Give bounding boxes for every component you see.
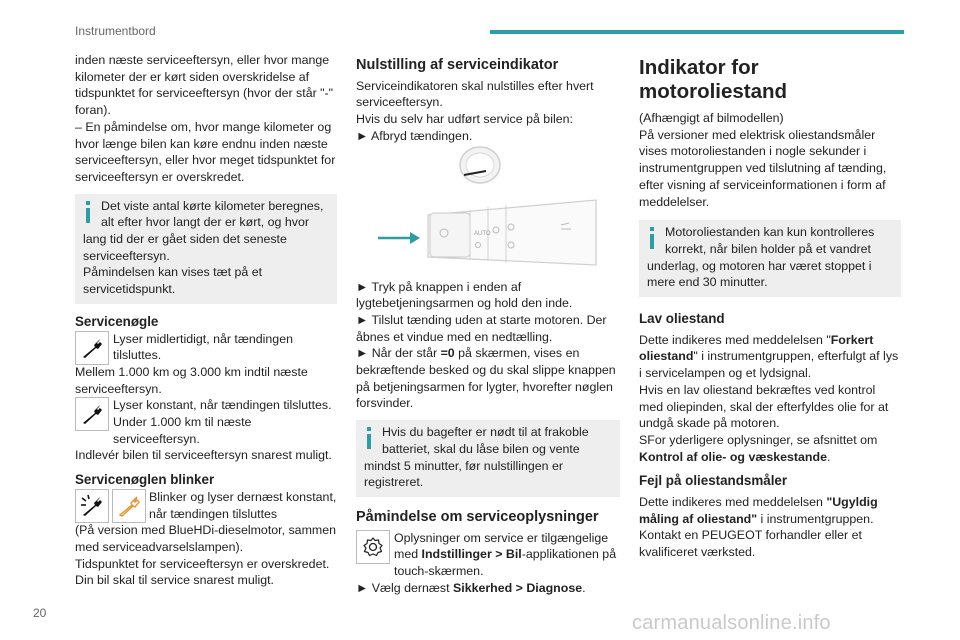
info-note [75,194,337,304]
watermark: carmanualsonline.info [632,612,831,634]
note-line2: korrekt, når bilen holder på et vandret [665,241,871,256]
note-rest: mindst 5 minutter, før nulstillingen er registreret. [364,458,564,490]
reminder-row [356,530,620,580]
col1-intro2: – En påmindelse om, hvor mange kilometer og hvor længe bilen kan køre endnu inden næste serviceeftersyn, eller hvor meget tidspunktet for serviceeftersyn er overskredet. [75,119,336,184]
reminder-heading: Påmindelse om serviceoplysninger [356,508,599,525]
service-key-blink-row [75,489,337,522]
info-icon [365,427,373,449]
note-line1: Det viste antal kørte kilometer beregnes, [101,198,324,213]
service-key-heading: Servicenøgle [75,313,159,329]
service-key-row-1 [75,331,337,364]
wrench-orange-icon [112,489,146,523]
note-line1: Hvis du bagefter er nødt til at frakoble [382,425,589,440]
service-key-blink-follow-2: Tidspunktet for serviceeftersyn er overskredet. Din bil skal til service snarest muligt. [75,556,330,588]
wrench-icon [75,397,109,431]
reminder-text: Oplysninger om service er tilgængelige med Indstillinger > Bil-applikationen på touch-skærmen. [394,530,617,579]
settings-gear-icon [356,530,390,564]
low-oil-heading: Lav oliestand [639,311,725,327]
note-rest: underlag, og motoren har været stoppet i mere end 30 minutter. [647,258,872,290]
reset-p1: Serviceindikatoren skal nulstilles efter hvert serviceeftersyn. [356,78,594,110]
gauge-fault-heading: Fejl på oliestandsmåler [639,473,788,489]
info-note [639,220,901,297]
reminder-step: ► Vælg dernæst Sikkerhed > Diagnose. [356,580,586,595]
note-line2: alt efter hvor langt der er kørt, og hvor [101,215,309,230]
column-2 [356,57,620,596]
low-oil-p2: Hvis en lav oliestand bekræftes ved kontrol med oliepinden, skal der efterfyldes olie for at undgå skade på motoren. [639,382,889,431]
oil-level-heading: Indikator for motoroliestand [639,56,788,103]
service-key-1-text: Lyser midlertidigt, når tændingen tilsluttes. [113,331,293,363]
header-accent-bar [490,30,904,34]
step-1: ► Tryk på knappen i enden af lygtebetjeningsarmen og hold den inde. [356,279,573,311]
info-note [356,420,620,497]
step-3: ► Når der står =0 på skærmen, vises en bekræftende besked og du skal slippe knappen på betjeningsarmen for lygter, hvorefter nøglen forsvinder. [356,346,616,411]
service-key-blink-follow-1: (På version med BlueHDi-dieselmotor, sammen med serviceadvarselslampen). [75,523,336,554]
info-icon [84,201,92,223]
col1-intro: inden næste serviceeftersyn, eller hvor mange kilometer der er kørt siden overskridelse af tidspunktet for serviceeftersyn (hvor der står "-" foran). [75,53,334,118]
note-line2: batteriet, skal du låse bilen og vente [382,441,580,456]
header-section-title: Instrumentbord [75,24,156,38]
lighting-stalk-illustration [356,145,620,279]
reset-p2: Hvis du selv har udført service på bilen: [356,112,573,127]
service-key-1-follow: Mellem 1.000 km og 3.000 km indtil næste serviceeftersyn. [75,364,308,396]
note-para2: Påmindelsen kan vises tæt på et servicetidspunkt. [83,265,263,297]
low-oil-p3: SFor yderligere oplysninger, se afsnittet om Kontrol af olie- og væskestande. [639,432,878,464]
info-icon [648,227,656,249]
service-key-2-follow: Indlevér bilen til serviceeftersyn snarest muligt. [75,448,332,463]
step-2: ► Tilslut tænding uden at starte motoren. Der åbnes et vindue med en nedtælling. [356,312,607,344]
service-key-blink-text: Blinker og lyser dernæst konstant, når tændingen tilsluttes [149,489,337,521]
service-key-blink-heading: Servicenøglen blinker [75,472,215,488]
column-1 [75,52,337,589]
gauge-fault-p1: Dette indikeres med meddelelsen "Ugyldig måling af oliestand" i instrumentgruppen. [639,495,878,526]
page-number: 20 [33,606,47,620]
wrench-icon [75,331,109,365]
oil-p1: (Afhængigt af bilmodellen) [639,111,784,125]
reset-heading: Nulstilling af serviceindikator [356,57,559,73]
low-oil-p1: Dette indikeres med meddelelsen "Forkert oliestand" i instrumentgruppen, efterfulgt af lys i servicelampen og et lydsignal. [639,332,899,381]
oil-p2: På versioner med elektrisk oliestandsmåler vises motoroliestanden i nogle sekunder i instrumentgruppen ved tilslutning af tænding, efter visning af serviceinformationen i form af meddelelser. [639,127,887,209]
gauge-fault-p2: Kontakt en PEUGEOT forhandler eller et kvalificeret værksted. [639,528,862,560]
service-key-2-text: Lyser konstant, når tændingen tilsluttes. Under 1.000 km til næste serviceeftersyn. [113,398,332,446]
column-3 [639,56,901,561]
service-key-row-2 [75,397,337,447]
note-rest: lang tid der er gået siden det seneste serviceeftersyn. [83,232,287,263]
auto-label: AUTO [474,230,491,237]
reset-p3: ► Afbryd tændingen. [356,128,473,143]
wrench-blink-icon [75,489,109,523]
note-line1: Motoroliestanden kan kun kontrolleres [665,225,875,240]
